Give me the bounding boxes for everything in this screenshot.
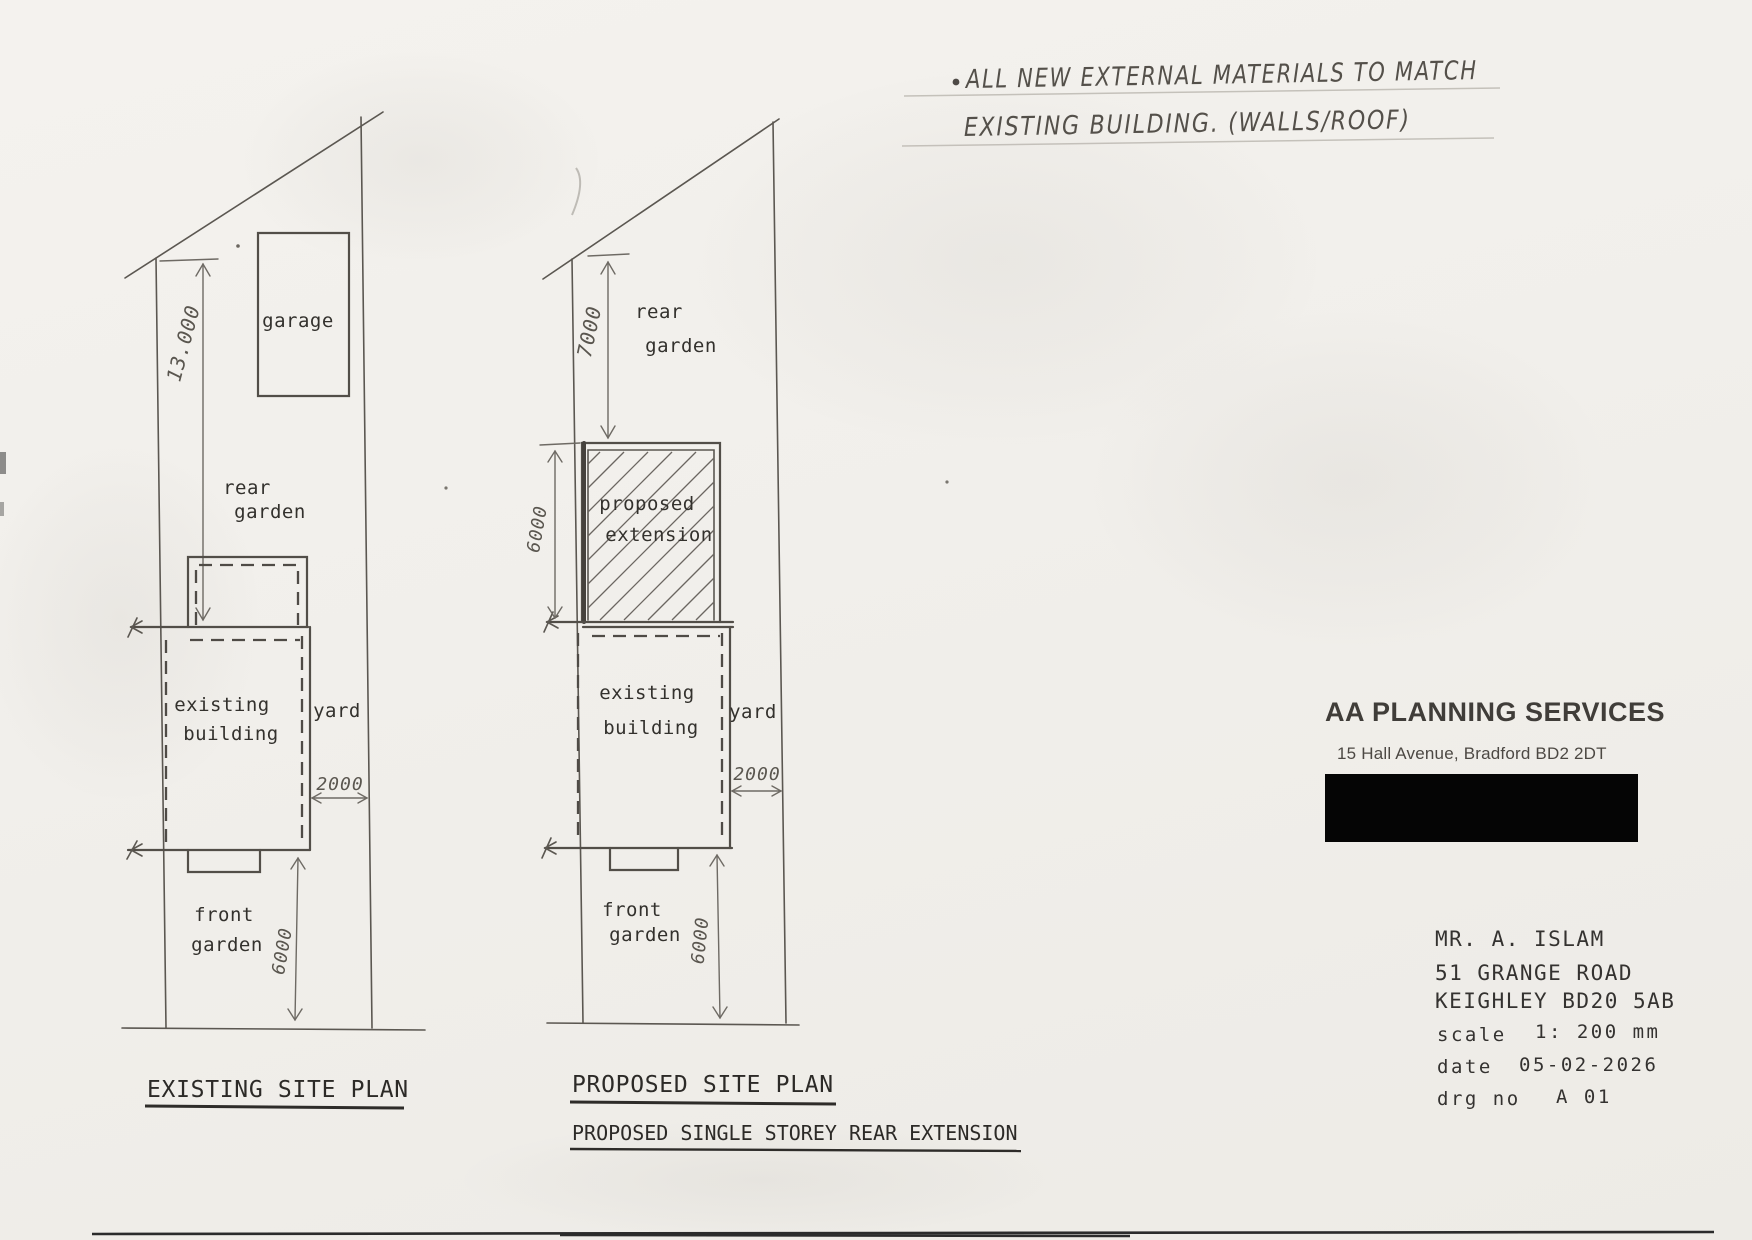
existing-building-label-1: existing (599, 682, 695, 704)
drg-no-label: drg no (1437, 1088, 1521, 1110)
date-value: 05-02-2026 (1519, 1054, 1659, 1076)
firm-name: AA PLANNING SERVICES (1325, 697, 1666, 727)
front-garden-label-1: front (194, 904, 254, 926)
existing-building-label-1: existing (174, 694, 270, 716)
dim-13000: 13.000 (161, 302, 205, 385)
rear-garden-label-2: garden (645, 335, 717, 357)
client-address-2: KEIGHLEY BD20 5AB (1435, 989, 1676, 1013)
date-label: date (1437, 1056, 1493, 1078)
dim-6000-front: 6000 (268, 925, 298, 977)
scale-label: scale (1437, 1024, 1507, 1046)
client-address-1: 51 GRANGE ROAD (1435, 961, 1634, 985)
drg-no-value: A 01 (1556, 1086, 1612, 1108)
firm-stamp (1325, 697, 1665, 842)
note-line-1: ALL NEW EXTERNAL MATERIALS TO MATCH (965, 54, 1596, 95)
dim-2000: 2000 (316, 774, 364, 795)
project-info (1435, 927, 1675, 1110)
client-name: MR. A. ISLAM (1435, 927, 1605, 951)
proposed-plan-title: PROPOSED SITE PLAN (572, 1072, 834, 1098)
front-garden-label-2: garden (609, 924, 681, 946)
note-line-2: EXISTING BUILDING. (WALLS/ROOF) (963, 103, 1490, 143)
dim-7000: 7000 (571, 303, 607, 360)
scale-value: 1: 200 mm (1535, 1021, 1661, 1043)
yard-label: yard (313, 700, 361, 722)
proposed-plan-subtitle: PROPOSED SINGLE STOREY REAR EXTENSION (572, 1121, 1018, 1145)
dim-6000-extension: 6000 (523, 503, 553, 555)
redacted-contact-block (1325, 774, 1638, 842)
yard-label: yard (729, 701, 777, 723)
dim-6000-front: 6000 (687, 915, 714, 966)
existing-building-label-2: building (183, 723, 279, 745)
firm-address: 15 Hall Avenue, Bradford BD2 2DT (1337, 744, 1607, 763)
front-garden-label-2: garden (191, 934, 263, 956)
front-garden-label-1: front (602, 899, 662, 921)
existing-building-label-2: building (603, 717, 699, 739)
garage-label: garage (262, 310, 334, 332)
rear-garden-label-1: rear (635, 301, 683, 323)
rear-garden-label-1: rear (223, 477, 271, 499)
bullet-dot (953, 79, 960, 86)
existing-plan-title: EXISTING SITE PLAN (147, 1077, 409, 1103)
dim-2000: 2000 (733, 764, 781, 785)
rear-garden-label-2: garden (234, 501, 306, 523)
proposed-extension-label-1: proposed (599, 493, 695, 515)
scanner-edge-line (92, 1232, 1714, 1234)
proposed-extension-label-2: extension (605, 524, 713, 546)
